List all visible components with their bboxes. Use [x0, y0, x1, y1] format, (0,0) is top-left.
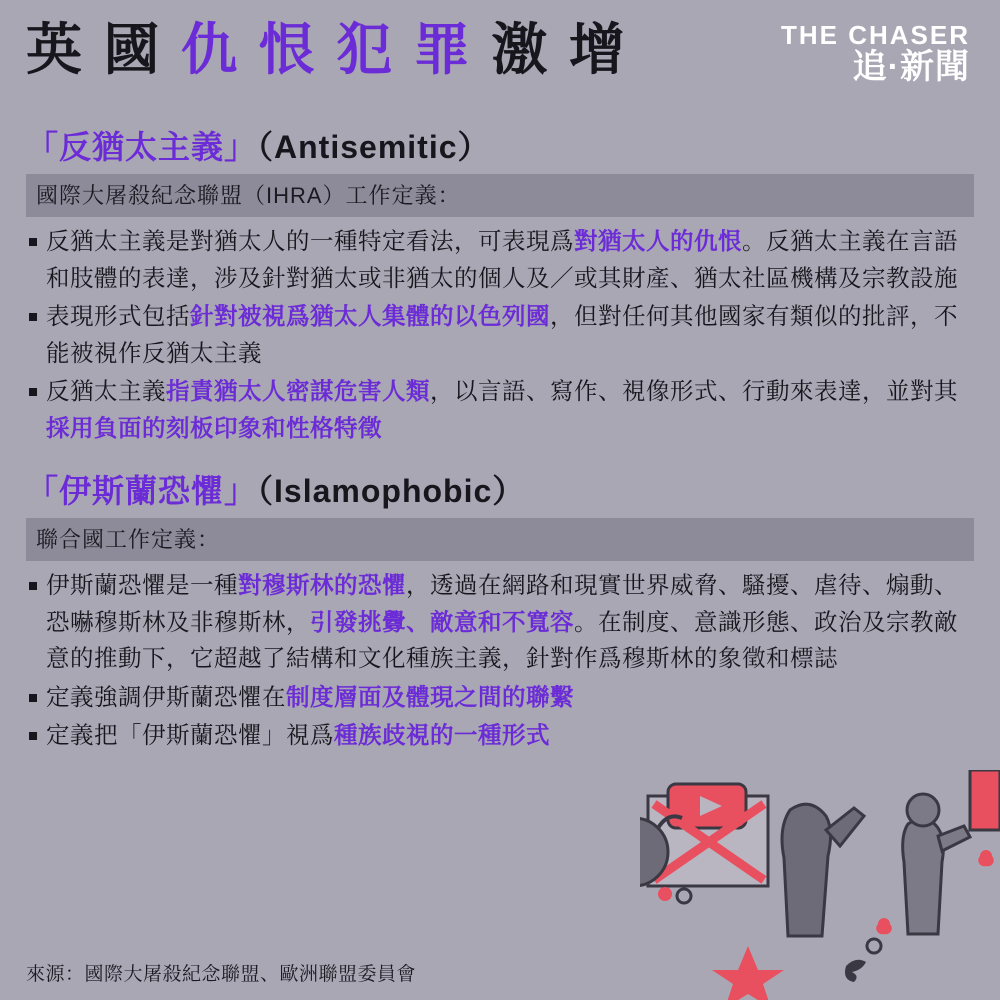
bullet-item — [26, 679, 974, 715]
body-text: ，但對任何其他國家有類似的批評，不能被視作反猶太主義 — [46, 303, 958, 366]
body-text: 定義把「伊斯蘭恐懼」視爲 — [46, 722, 334, 748]
page-title-highlight: 仇 恨 犯 罪 — [181, 18, 492, 81]
brand-logo-zh: 追·新聞 — [852, 48, 970, 86]
page-title — [26, 18, 628, 82]
page-title-part2: 激 增 — [491, 18, 628, 81]
section-title-paren: （Islamophobic） — [257, 472, 526, 509]
page-title-part1: 英 國 — [26, 18, 182, 81]
bullet-item — [26, 567, 974, 676]
body-text: 定義強調伊斯蘭恐懼在 — [46, 683, 286, 710]
emphasised-text: 種族歧視的一種形式 — [334, 722, 550, 748]
body-text: 。反猶太主義在言語和肢體的表達，涉及針對猶太或非猶太的個人及／或其財產、猶太社區機構及宗教設施 — [46, 228, 958, 291]
body-text: ，以言語、寫作、視像形式、行動來表達，並對其 — [430, 378, 958, 405]
bullet-list — [26, 223, 974, 446]
body-text: 反猶太主義是對猶太人的一種特定看法，可表現爲 — [46, 228, 574, 255]
source-note: 來源：國際大屠殺紀念聯盟、歐洲聯盟委員會 — [26, 964, 417, 985]
body-text: 伊斯蘭恐懼是一種 — [46, 572, 238, 599]
bullet-item — [26, 223, 974, 296]
emphasised-text: 採用負面的刻板印象和性格特徵 — [46, 414, 382, 441]
body-text: ，透過在網路和現實世界威脅、騷擾、虐待、煽動、恐嚇穆斯林及非穆斯林， — [46, 572, 958, 635]
header — [26, 18, 974, 114]
brand-logo — [781, 18, 970, 86]
emphasised-text: 對穆斯林的恐懼 — [238, 572, 406, 599]
bullet-item — [26, 298, 974, 371]
emphasised-text: 引發挑釁、敵意和不寬容 — [310, 608, 574, 635]
section-subtitle-bar: 國際大屠殺紀念聯盟（IHRA）工作定義： — [26, 174, 974, 217]
bullet-item — [26, 717, 974, 753]
section-title-quoted: 「伊斯蘭恐懼」 — [26, 472, 258, 509]
section-subtitle-bar: 聯合國工作定義： — [26, 518, 974, 561]
section-title — [26, 128, 974, 166]
bullet-list — [26, 567, 974, 753]
body-text: 。在制度、意識形態、政治及宗教敵意的推動下，它超越了結構和文化種族主義，針對作爲穆斯林的象徵和標誌 — [46, 608, 958, 672]
body-text: 表現形式包括 — [46, 303, 190, 330]
section-title-paren: （Antisemitic） — [257, 129, 491, 165]
section-title — [26, 472, 974, 510]
decorative-illustration — [640, 770, 1000, 1000]
section-islamophobic — [26, 472, 974, 754]
body-text: 反猶太主義 — [46, 378, 166, 405]
bullet-item — [26, 373, 974, 446]
emphasised-text: 指責猶太人密謀危害人類 — [166, 378, 430, 405]
emphasised-text: 制度層面及體現之間的聯繫 — [286, 683, 574, 710]
emphasised-text: 對猶太人的仇恨 — [574, 228, 742, 255]
section-antisemitic — [26, 128, 974, 446]
brand-logo-en: THE CHASER — [780, 20, 970, 50]
emphasised-text: 針對被視爲猶太人集體的以色列國 — [190, 303, 550, 330]
section-title-quoted: 「反猶太主義」 — [26, 129, 258, 165]
